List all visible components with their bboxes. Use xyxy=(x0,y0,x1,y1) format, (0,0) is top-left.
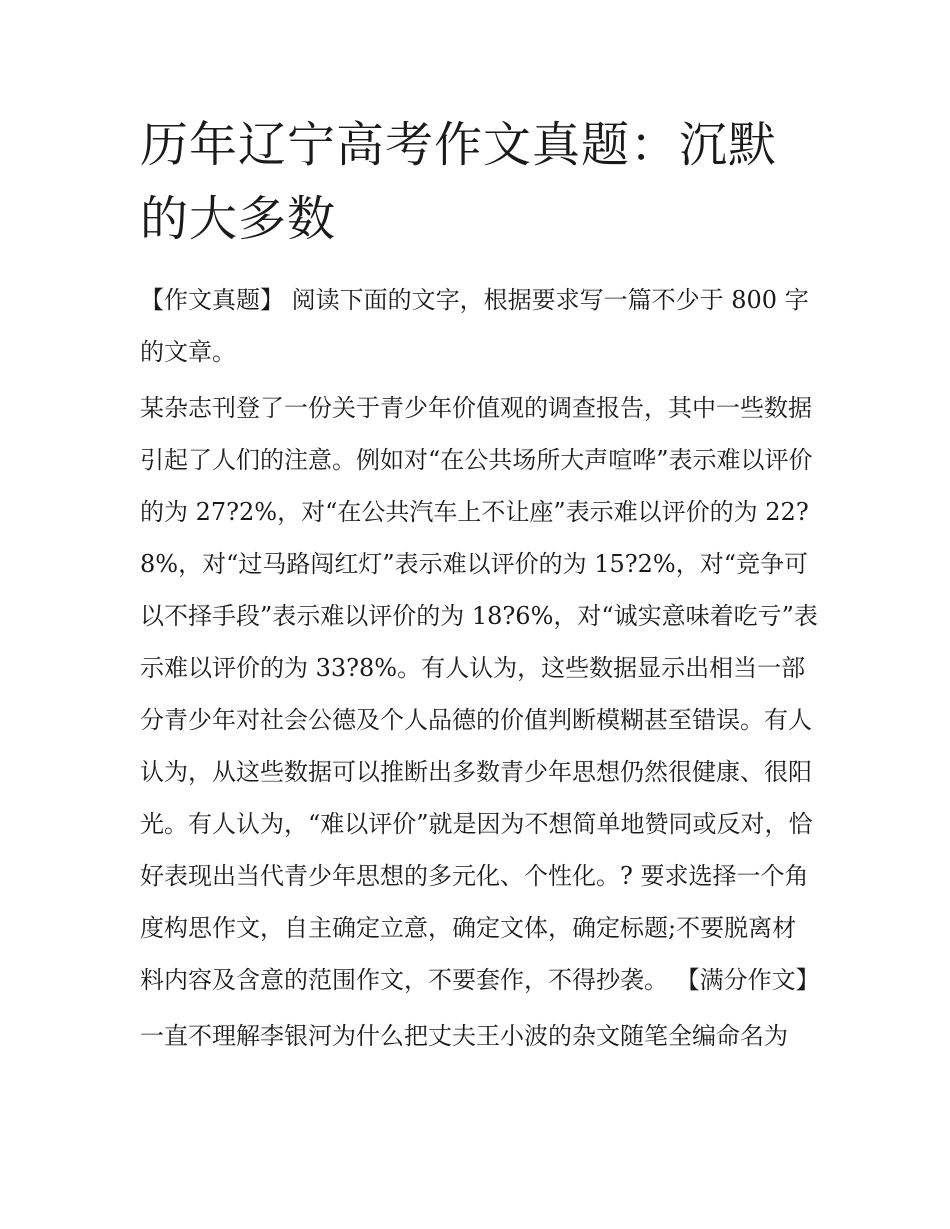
paragraph-prompt-intro: 【作文真题】 阅读下面的文字，根据要求写一篇不少于 800 字的文章。 xyxy=(140,286,809,366)
document-title: 历年辽宁高考作文真题：沉默的大多数 xyxy=(140,117,778,247)
document-page xyxy=(140,108,820,1062)
paragraph-essay-start: 一直不理解李银河为什么把丈夫王小波的杂文随笔全编命名为 xyxy=(140,1022,788,1050)
paragraph-prompt-material: 某杂志刊登了一份关于青少年价值观的调查报告，其中一些数据引起了人们的注意。例如对“在公共场所大声喧哗”表示难以评价的为 27?2%，对“在公共汽车上不让座”表示难以评价的为 22?8%，对“过马路闯红灯”表示难以评价的为 15?2%，对“竞争可以不择手段”表示难以评价的为 18?6%，对“诚实意味着吃亏”表示难以评价的为 33?8%。有人认为，这些数据显示出相当一部分青少年对社会公德及个人品德的价值判断模糊甚至错误。有人认为，从这些数据可以推断出多数青少年思想仍然很健康、很阳光。有人认为，“难以评价”就是因为不想简单地赞同或反对，恰好表现出当代青少年思想的多元化、个性化。? 要求选择一个角度构思作文，自主确定立意，确定文体，确定标题;不要脱离材料内容及含意的范围作文，不要套作，不得抄袭。 【满分作文】 xyxy=(140,394,820,994)
